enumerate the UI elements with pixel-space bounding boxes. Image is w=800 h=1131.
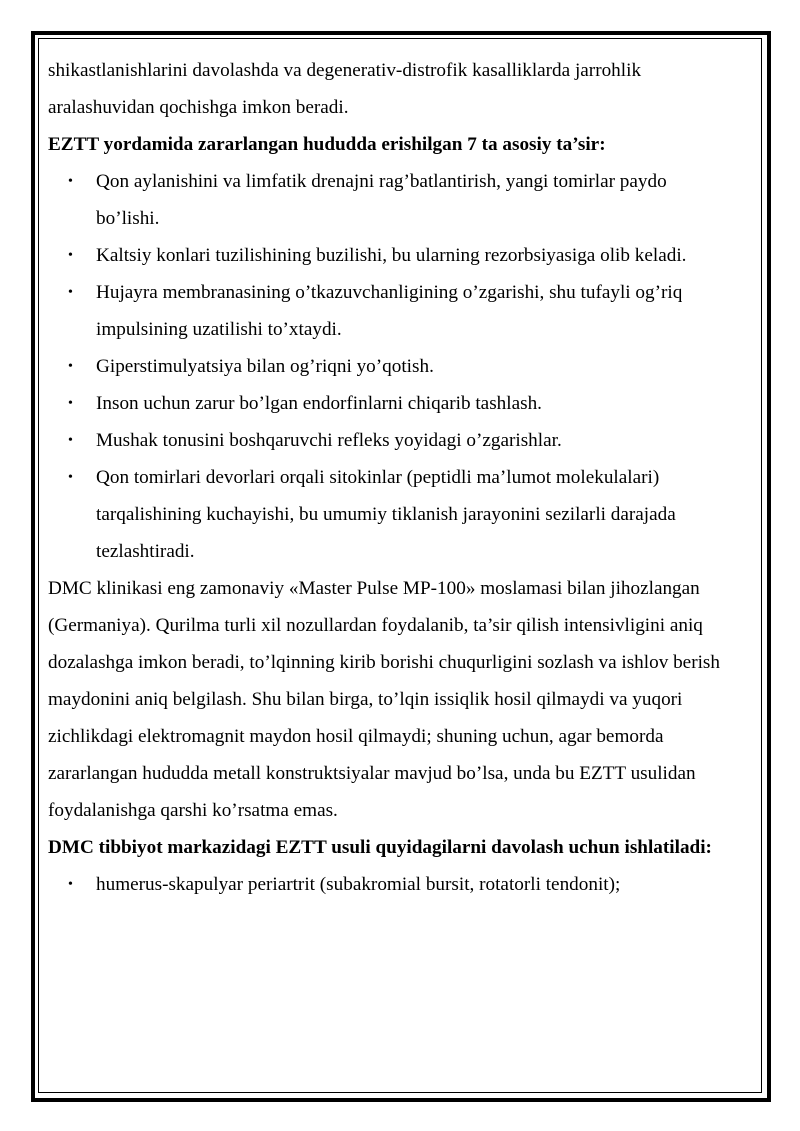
uses-list (48, 866, 728, 903)
list-item-text: Mushak tonusini boshqaruvchi refleks yoyidagi o’zgarishlar. (96, 430, 562, 451)
effects-list (48, 163, 728, 570)
list-item (48, 163, 728, 237)
list-item (48, 237, 728, 274)
list-item-text: Hujayra membranasining o’tkazuvchanligining o’zgarishi, shu tufayli og’riq impulsining uzatilishi to’xtaydi. (96, 282, 683, 340)
bullet-icon: • (68, 359, 73, 374)
bullet-icon: • (68, 248, 73, 263)
list-item (48, 348, 728, 385)
bullet-icon: • (68, 174, 73, 189)
list-item (48, 385, 728, 422)
device-paragraph: DMC klinikasi eng zamonaviy «Master Pulse MP-100» moslamasi bilan jihozlangan (Germaniya). Qurilma turli xil nozullardan foydalanib, ta’sir qilish intensivligini aniq dozalashga imkon beradi, to’lqinning kirib borishi chuqurligini sozlash va ishlov berish maydonini aniq belgilash. Shu bilan birga, to’lqin issiqlik hosil qilmaydi va yuqori zichlikdagi elektromagnit maydon hosil qilmaydi; shuning uchun, agar bemorda zararlangan hududda metall konstruktsiyalar mavjud bo’lsa, unda bu EZTT usulidan foydalanishga qarshi ko’rsatma emas. (48, 578, 720, 821)
uses-heading: DMC tibbiyot markazidagi EZTT usuli quyidagilarni davolash uchun ishlatiladi: (48, 837, 712, 858)
bullet-icon: • (68, 396, 73, 411)
intro-paragraph: shikastlanishlarini davolashda va degenerativ-distrofik kasalliklarda jarrohlik aralashuvidan qochishga imkon beradi. (48, 60, 642, 118)
list-item-text: Inson uchun zarur bo’lgan endorfinlarni chiqarib tashlash. (96, 393, 542, 414)
bullet-icon: • (68, 470, 73, 485)
effects-heading: EZTT yordamida zararlangan hududda erishilgan 7 ta asosiy ta’sir: (48, 134, 606, 155)
bullet-icon: • (68, 285, 73, 300)
list-item (48, 422, 728, 459)
list-item-text: Giperstimulyatsiya bilan og’riqni yo’qotish. (96, 356, 434, 377)
list-item (48, 866, 728, 903)
document-body (48, 52, 728, 903)
list-item (48, 274, 728, 348)
list-item-text: humerus-skapulyar periartrit (subakromial bursit, rotatorli tendonit); (96, 874, 621, 895)
bullet-icon: • (68, 433, 73, 448)
list-item-text: Kaltsiy konlari tuzilishining buzilishi, bu ularning rezorbsiyasiga olib keladi. (96, 245, 687, 266)
list-item (48, 459, 728, 570)
list-item-text: Qon tomirlari devorlari orqali sitokinlar (peptidli ma’lumot molekulalari) tarqalishining kuchayishi, bu umumiy tiklanish jarayonini sezilarli darajada tezlashtiradi. (96, 467, 676, 562)
list-item-text: Qon aylanishini va limfatik drenajni rag’batlantirish, yangi tomirlar paydo bo’lishi. (96, 171, 667, 229)
bullet-icon: • (68, 877, 73, 892)
